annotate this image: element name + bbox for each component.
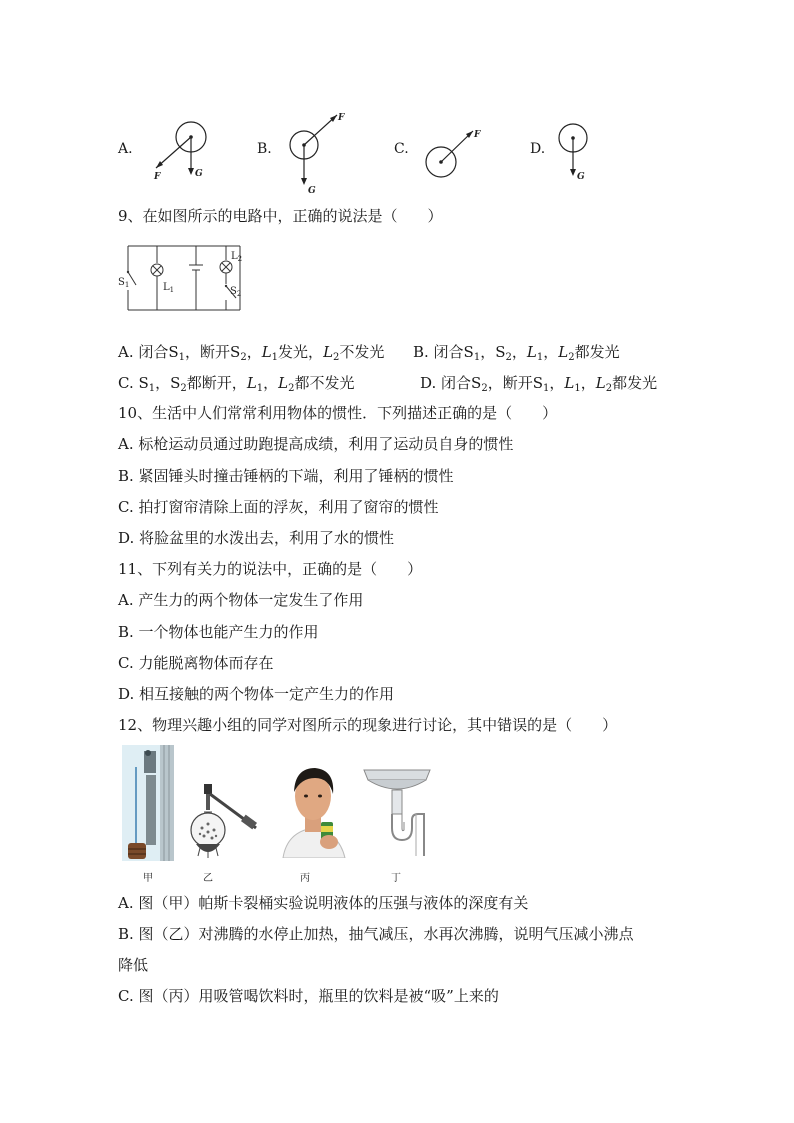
svg-text:S1: $S_1$ <box>118 277 130 289</box>
q9-stem: 9、在如图所示的电路中，正确的说法是（ ） <box>118 207 443 225</box>
q12-option-c: C. 图（丙）用吸管喝饮料时，瓶里的饮料是被“吸”上来的 <box>118 987 499 1005</box>
q8-option-c-diagram <box>420 122 490 186</box>
q12-option-b-line1: B. 图（乙）对沸腾的水停止加热，抽气减压，水再次沸腾，说明气压减小沸点 <box>118 925 634 943</box>
svg-text:L2: $L_2$ <box>231 251 243 263</box>
q10-option-b: B. 紧固锤头时撞击锤柄的下端，利用了锤柄的惯性 <box>118 467 454 485</box>
q12-option-b-line2: 降低 <box>118 956 149 974</box>
svg-text:S2: $S_2$ <box>230 286 242 298</box>
q8-d-gravity-label: G <box>577 172 585 182</box>
q9-option-d: D. 闭合$S_2$，断开$S_1$，$L_1$，$L_2$都发光 <box>420 374 658 394</box>
q12-caption-jia: 甲 <box>143 873 153 884</box>
q8-a-force-label: F <box>154 172 161 182</box>
q12-caption-ding: 丁 <box>391 873 401 884</box>
q12-figure-bing-drinking-photo <box>277 762 349 858</box>
q8-option-b-label: B. <box>257 141 272 157</box>
q10-option-a: A. 标枪运动员通过助跑提高成绩，利用了运动员自身的惯性 <box>118 435 514 453</box>
q8-option-b-diagram <box>280 108 350 196</box>
q12-figure-jia-pascal-barrel <box>122 745 174 861</box>
q12-figure-ding-sink-trap <box>362 766 432 858</box>
q10-option-c: C. 拍打窗帘清除上面的浮灰，利用了窗帘的惯性 <box>118 498 439 516</box>
q9-circuit-diagram <box>118 238 250 338</box>
svg-text:L1: $L_1$ <box>163 282 175 294</box>
q8-option-a-diagram <box>148 118 218 186</box>
q8-a-gravity-label: G <box>195 169 203 179</box>
q8-option-a-label: A. <box>118 141 133 157</box>
q11-option-b: B. 一个物体也能产生力的作用 <box>118 623 319 641</box>
q9-option-c: C. $S_1$，$S_2$都断开，$L_1$，$L_2$都不发光 <box>118 374 355 394</box>
q8-option-c-label: C. <box>394 141 409 157</box>
q11-option-d: D. 相互接触的两个物体一定产生力的作用 <box>118 685 395 703</box>
q12-figure-yi-boiling-flask <box>186 782 266 862</box>
q12-caption-bing: 丙 <box>300 873 310 884</box>
q10-option-d: D. 将脸盆里的水泼出去，利用了水的惯性 <box>118 529 395 547</box>
q8-option-d-label: D. <box>530 141 546 157</box>
q11-option-c: C. 力能脱离物体而存在 <box>118 654 274 672</box>
q8-b-gravity-label: G <box>308 186 316 196</box>
q9-option-a: A. 闭合$S_1$，断开$S_2$，$L_1$发光，$L_2$不发光 <box>118 343 385 363</box>
q11-stem: 11、下列有关力的说法中，正确的是（ ） <box>118 560 423 578</box>
q8-c-force-label: F <box>474 130 481 140</box>
q12-stem: 12、物理兴趣小组的同学对图所示的现象进行讨论，其中错误的是（ ） <box>118 716 618 734</box>
q8-option-d-diagram <box>555 118 595 184</box>
q9-option-b: B. 闭合$S_1$，$S_2$，$L_1$，$L_2$都发光 <box>413 343 620 363</box>
q10-stem: 10、生活中人们常常利用物体的惯性．下列描述正确的是（ ） <box>118 404 558 422</box>
q11-option-a: A. 产生力的两个物体一定发生了作用 <box>118 591 364 609</box>
q8-b-force-label: F <box>338 113 345 123</box>
q12-option-a: A. 图（甲）帕斯卡裂桶实验说明液体的压强与液体的深度有关 <box>118 894 529 912</box>
q12-caption-yi: 乙 <box>203 873 213 884</box>
